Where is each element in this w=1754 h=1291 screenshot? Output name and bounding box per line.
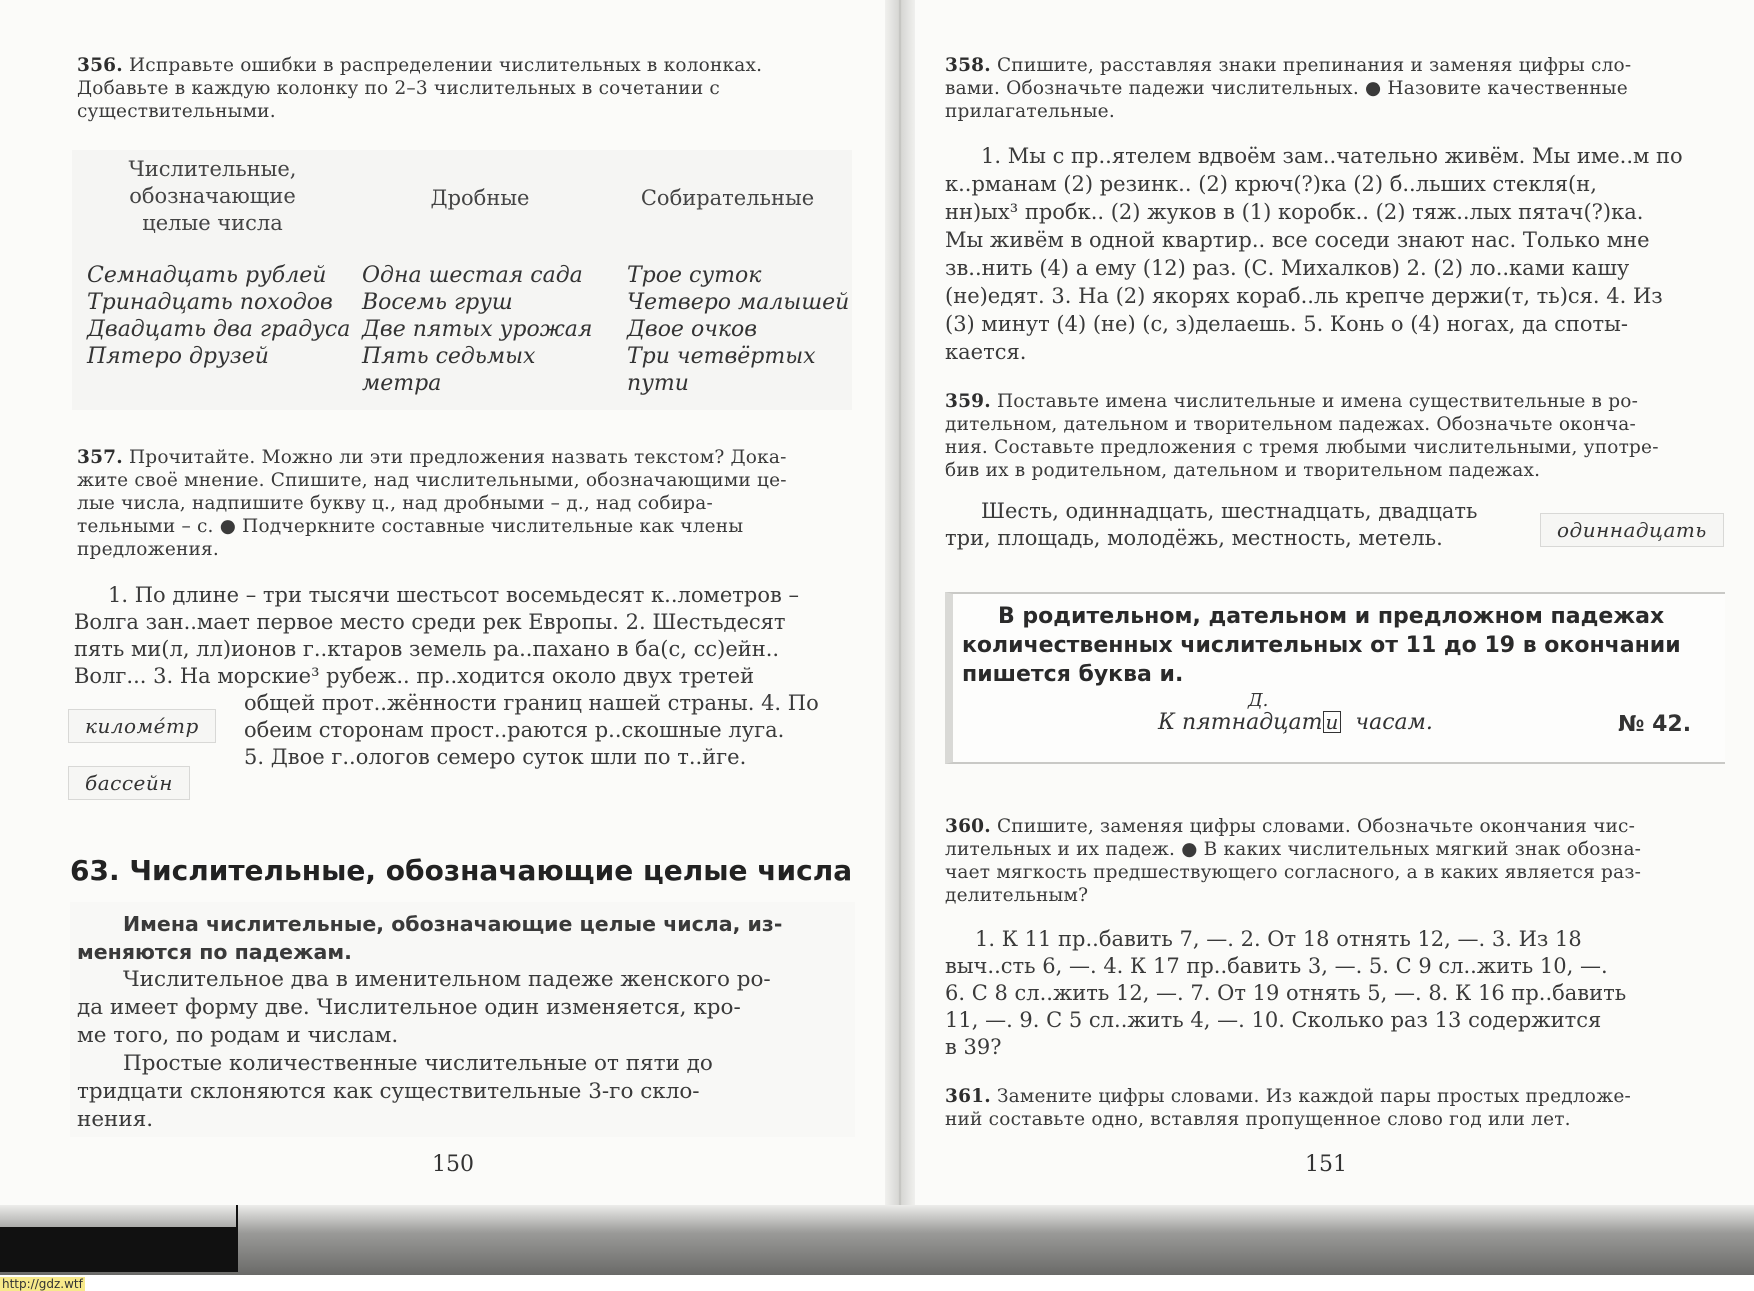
exercise-360-text bbox=[945, 926, 1730, 1061]
rule-line: количественных числительных от 11 до 19 в окончании bbox=[962, 633, 1681, 658]
rule-text bbox=[962, 602, 1702, 689]
exercise-number: 360. bbox=[945, 816, 991, 837]
table-header-collective: Собирательные bbox=[640, 186, 815, 210]
exercise-line: лые числа, надпишите букву ц., над дробными – д., над собира- bbox=[77, 493, 713, 514]
exercise-line: вами. Обозначьте падежи числительных. ● Назовите качественные bbox=[945, 78, 1628, 99]
exercise-line: Замените цифры словами. Из каждой пары простых предложе- bbox=[996, 1086, 1631, 1107]
exercise-358 bbox=[945, 54, 1725, 123]
exercise-358-text bbox=[945, 142, 1730, 366]
paragraph-line: ме того, по родам и числам. bbox=[77, 1023, 399, 1048]
exercise-line: Спишите, заменяя цифры словами. Обозначьте окончания чис- bbox=[996, 816, 1636, 837]
table-cell: Двадцать два градуса bbox=[87, 317, 351, 342]
exercise-line: Исправьте ошибки в распределении числительных в колонках. bbox=[128, 55, 763, 76]
page-number-right: 151 bbox=[1305, 1152, 1347, 1177]
header-line: обозначающие bbox=[129, 184, 296, 208]
table-cell: Четверо малышей bbox=[627, 290, 850, 315]
paragraph-line: Простые количественные числительные от пяти до bbox=[123, 1051, 713, 1076]
word-line: Шесть, одиннадцать, шестнадцать, двадцать bbox=[981, 499, 1478, 523]
vocab-tag-kilometr: киломе́тр bbox=[68, 709, 216, 743]
table-cell: Пять седьмых bbox=[362, 344, 536, 369]
rule-example-box: и bbox=[1323, 711, 1342, 733]
exercise-357 bbox=[77, 446, 847, 561]
exercise-number: 357. bbox=[77, 447, 123, 468]
table-column-fractions bbox=[362, 262, 592, 397]
word-line: три, площадь, молодёжь, местность, метель. bbox=[945, 526, 1443, 550]
exercise-line: существительными. bbox=[77, 101, 276, 122]
scan-edge-line bbox=[236, 1205, 238, 1265]
text-line: Мы живём в одной квартир.. все соседи знают нас. Только мне bbox=[945, 228, 1650, 252]
text-line: 1. Мы с пр..ятелем вдвоём зам..чательно живём. Мы име..м по bbox=[981, 144, 1683, 168]
paragraph-line: Числительное два в именительном падеже женского ро- bbox=[123, 967, 771, 992]
exercise-number: 361. bbox=[945, 1086, 991, 1107]
exercise-line: лительных и их падеж. ● В каких числительных мягкий знак обозна- bbox=[945, 839, 1642, 860]
table-cell: Пятеро друзей bbox=[87, 344, 269, 369]
table-cell: Тринадцать походов bbox=[87, 290, 333, 315]
table-column-whole bbox=[87, 262, 350, 370]
exercise-361 bbox=[945, 1085, 1730, 1131]
exercise-line: Спишите, расставляя знаки препинания и заменяя цифры сло- bbox=[996, 55, 1632, 76]
table-cell: Одна шестая сада bbox=[362, 263, 583, 288]
rule-line: В родительном, дательном и предложном падежах bbox=[998, 604, 1665, 629]
text-line: 6. С 8 сл..жить 12, —. 7. От 19 отнять 5, —. 8. К 16 пр..бавить bbox=[945, 981, 1627, 1005]
text-line: (не)едят. 3. На (2) якорях кораб..ль крепче держи(т, ть)ся. 4. Из bbox=[945, 284, 1663, 308]
text-line: 1. По длине – три тысячи шестьсот восемьдесят к..лометров – bbox=[108, 583, 799, 607]
scan-dark-edge bbox=[0, 1227, 238, 1272]
exercise-line: ний составьте одно, вставляя пропущенное слово год или лет. bbox=[945, 1109, 1571, 1130]
paragraph-line: нения. bbox=[77, 1107, 154, 1132]
rule-example-post: часам. bbox=[1355, 710, 1433, 735]
exercise-line: Поставьте имена числительные и имена существительные в ро- bbox=[996, 391, 1639, 412]
paragraph-line: тридцати склоняются как существительные 3-го скло- bbox=[77, 1079, 700, 1104]
exercise-line: предложения. bbox=[77, 539, 219, 560]
text-line: общей прот..жённости границ нашей страны. 4. По bbox=[244, 691, 819, 715]
text-line: Волга зан..мает первое место среди рек Европы. 2. Шестьдесят bbox=[74, 610, 786, 634]
rule-mark: Д. bbox=[1248, 690, 1269, 711]
exercise-359-words bbox=[945, 498, 1505, 552]
text-line: выч..сть 6, —. 4. К 17 пр..бавить 3, —. 5. С 9 сл..жить 10, —. bbox=[945, 954, 1608, 978]
watermark-link[interactable]: http://gdz.wtf bbox=[2, 1277, 83, 1291]
text-line: к..рманам (2) резинк.. (2) крюч(?)ка (2) б..льших стекля(н, bbox=[945, 172, 1597, 196]
exercise-number: 359. bbox=[945, 391, 991, 412]
table-cell: Две пятых урожая bbox=[362, 317, 593, 342]
vocab-tag-bassein: бассейн bbox=[68, 766, 190, 800]
rule-line: Имена числительные, обозначающие целые числа, из- bbox=[123, 912, 783, 936]
text-line: (3) минут (4) (не) (с, з)делаешь. 5. Конь о (4) ногах, да споты- bbox=[945, 312, 1628, 336]
exercise-line: чает мягкость предшествующего согласного, а в каких является раз- bbox=[945, 862, 1642, 883]
exercise-number: 358. bbox=[945, 55, 991, 76]
text-line: 5. Двое г..ологов семеро суток шли по т..йге. bbox=[244, 745, 747, 769]
rule-example-pre: К пятнадцат bbox=[1158, 710, 1323, 735]
exercise-360 bbox=[945, 815, 1725, 907]
book-bottom-edge bbox=[0, 1205, 1754, 1275]
rule-line: пишется буква и. bbox=[962, 662, 1184, 687]
table-cell: Двое очков bbox=[627, 317, 758, 342]
header-line: Числительные, bbox=[128, 157, 297, 181]
exercise-359 bbox=[945, 390, 1725, 482]
text-line: обеим сторонам прост..раются р..скошные луга. bbox=[244, 718, 785, 742]
text-line: пять ми(л, лл)ионов г..ктаров земель ра..пахано в ба(с, сс)ейн.. bbox=[74, 637, 780, 661]
text-line: Волг... 3. На морские³ рубеж.. пр..ходится около двух третей bbox=[74, 664, 755, 688]
table-cell: Восемь груш bbox=[362, 290, 513, 315]
page-number-left: 150 bbox=[432, 1152, 474, 1177]
text-line: 11, —. 9. С 5 сл..жить 4, —. 10. Сколько раз 13 содержится bbox=[945, 1008, 1602, 1032]
exercise-line: тельными – с. ● Подчеркните составные числительные как члены bbox=[77, 516, 744, 537]
exercise-line: бив их в родительном, дательном и творительном падежах. bbox=[945, 460, 1541, 481]
table-column-collective bbox=[627, 262, 849, 397]
table-header-fractions: Дробные bbox=[430, 186, 530, 210]
exercise-line: дительном, дательном и творительном падежах. Обозначьте оконча- bbox=[945, 414, 1636, 435]
exercise-line: ния. Составьте предложения с тремя любыми числительными, употре- bbox=[945, 437, 1659, 458]
exercise-line: прилагательные. bbox=[945, 101, 1115, 122]
table-cell: пути bbox=[627, 371, 689, 396]
vocab-tag-odinnadtsat: одиннадцать bbox=[1540, 513, 1724, 547]
text-line: зв..нить (4) а ему (12) раз. (С. Михалков) 2. (2) ло..ками кашу bbox=[945, 256, 1630, 280]
text-line: 1. К 11 пр..бавить 7, —. 2. От 18 отнять 12, —. 3. Из 18 bbox=[975, 927, 1582, 951]
paragraph-line: да имеет форму две. Числительное один изменяется, кро- bbox=[77, 995, 741, 1020]
text-line: нн)ых³ пробк.. (2) жуков в (1) коробк.. (2) тяж..лых пятач(?)ка. bbox=[945, 200, 1644, 224]
exercise-356 bbox=[77, 54, 847, 123]
text-line: в 39? bbox=[945, 1035, 1002, 1059]
section-body bbox=[77, 910, 852, 1134]
table-cell: Трое суток bbox=[627, 263, 762, 288]
exercise-line: Добавьте в каждую колонку по 2–3 числительных в сочетании с bbox=[77, 78, 720, 99]
rule-line: меняются по падежам. bbox=[77, 940, 352, 964]
book-spine bbox=[885, 0, 915, 1215]
table-cell: метра bbox=[362, 371, 442, 396]
section-title: 63. Числительные, обозначающие целые числа bbox=[70, 854, 853, 887]
text-line: кается. bbox=[945, 340, 1027, 364]
header-line: целые числа bbox=[142, 211, 283, 235]
table-cell: Семнадцать рублей bbox=[87, 263, 327, 288]
exercise-line: делительным? bbox=[945, 885, 1089, 906]
table-cell: Три четвёртых bbox=[627, 344, 816, 369]
table-header-whole-numbers bbox=[100, 156, 325, 237]
exercise-number: 356. bbox=[77, 55, 123, 76]
rule-example bbox=[1158, 710, 1433, 735]
rule-reference: № 42. bbox=[1618, 712, 1692, 737]
exercise-line: жите своё мнение. Спишите, над числительными, обозначающими це- bbox=[77, 470, 787, 491]
exercise-line: Прочитайте. Можно ли эти предложения назвать текстом? Дока- bbox=[128, 447, 787, 468]
